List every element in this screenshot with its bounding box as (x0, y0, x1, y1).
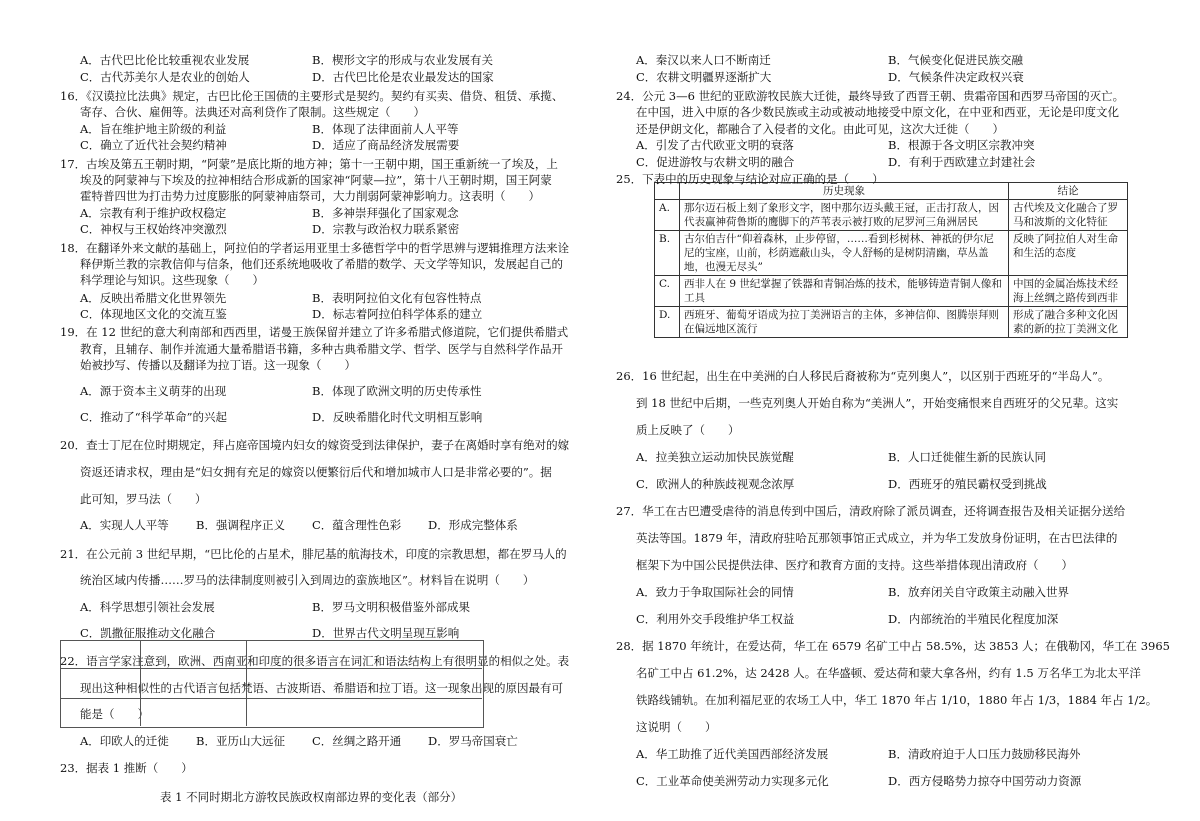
answer-option: B．根源于各文明区宗教冲突 (888, 138, 1035, 152)
answer-option: C．利用外交手段维护华工权益 (636, 612, 795, 626)
question-text-line: 霍特普四世为打击势力过度膨胀的阿蒙神庙祭司，大力削弱阿蒙神影响力。这表明（ ） (80, 189, 540, 203)
answer-option: C．确立了近代社会契约精神 (80, 138, 227, 152)
answer-option: D．标志着阿拉伯科学体系的建立 (312, 307, 483, 321)
question-text-line: 还是伊朗文化，都融合了入侵者的文化。由此可见，这次大迁徙（ ） (636, 122, 1004, 136)
question-text-line: 始被抄写、传播以及翻译为拉丁语。这一现象（ ） (80, 358, 356, 372)
answer-option: D．适应了商品经济发展需要 (312, 138, 460, 152)
question-text-line: 17．古埃及第五王朝时期，“阿蒙”是底比斯的地方神；第十一王朝中期，国王重新统一了埃及，上 (60, 157, 558, 171)
answer-option: C．体现地区文化的交流互鉴 (80, 307, 227, 321)
answer-option: A．华工助推了近代美国西部经济发展 (636, 747, 829, 761)
answer-option: D．内部统治的半殖民化程度加深 (888, 612, 1059, 626)
question-text-line: 现出这种相似性的古代语言包括梵语、古波斯语、希腊语和拉丁语。这一现象出现的原因最有可 (80, 681, 563, 695)
row-conclusion: 反映了阿拉伯人对生命和生活的态度 (1009, 231, 1128, 276)
row-conclusion: 中国的金属冶炼技术经海上丝绸之路传到西非 (1009, 276, 1128, 307)
question-text-line: 此可知，罗马法（ ） (80, 492, 207, 506)
answer-option: A．印欧人的迁徙 (80, 734, 169, 748)
answer-option: D．罗马帝国衰亡 (428, 734, 518, 748)
answer-option: B．清政府迫于人口压力鼓励移民海外 (888, 747, 1081, 761)
answer-option: C．凯撒征服推动文化融合 (80, 626, 216, 640)
question-text-line: 教育，且辅存、制作并流通大量希腊语书籍，多种古典希腊文学、哲学、医学与自然科学作品开 (80, 342, 563, 356)
answer-option: B．表明阿拉伯文化有包容性特点 (312, 291, 482, 305)
question-text-line: 23．据表 1 推断（ ） (60, 761, 193, 775)
table-row (655, 231, 1128, 276)
answer-option: B．体现了法律面前人人平等 (312, 122, 459, 136)
answer-option: B．体现了欧洲文明的历史传承性 (312, 384, 482, 398)
row-key: A. (655, 200, 680, 231)
answer-option: B．多神崇拜强化了国家观念 (312, 206, 459, 220)
question-text-line: 英法等国。1879 年，清政府驻哈瓦那领事馆正式成立，并为华工发放身份证明，在古巴法律的 (636, 531, 1118, 545)
answer-option: A．实现人人平等 (80, 518, 169, 532)
answer-option: B．人口迁徙催生新的民族认同 (888, 450, 1046, 464)
answer-option: C．古代苏美尔人是农业的创始人 (80, 70, 250, 84)
question-text-line: 25．下表中的历史现象与结论对应正确的是（ ） (616, 172, 884, 186)
row-phenomenon: 西非人在 9 世纪掌握了铁器和青铜冶炼的技术，能够铸造青铜人像和工具 (680, 276, 1009, 307)
answer-option: A．源于资本主义萌芽的出现 (80, 384, 227, 398)
row-conclusion: 古代埃及文化融合了罗马和波斯的文化特征 (1009, 200, 1128, 231)
question-text-line: 质上反映了（ ） (636, 423, 740, 437)
question-text-line: 24．公元 3—6 世纪的亚欧游牧民族大迁徙，最终导致了西晋王朝、贵霜帝国和西罗马帝国的灭亡。 (616, 89, 1125, 103)
question-text-line: 寄存、合伙、雇佣等。法典还对高利贷作了限制。这些规定（ ） (80, 105, 425, 119)
answer-option: D．有利于西欧建立封建社会 (888, 155, 1036, 169)
row-key: B. (655, 231, 680, 276)
answer-option: B．气候变化促进民族交融 (888, 53, 1023, 67)
answer-option: D．反映希腊化时代文明相互影响 (312, 410, 483, 424)
question-text-line: 名矿工中占 61.2%，达 2428 人。在华盛顿、爱达荷和蒙大拿各州，约有 1.5 万名华工为北太平洋 (636, 666, 1141, 680)
answer-option: A．拉美独立运动加快民族觉醒 (636, 450, 794, 464)
question-text-line: 21．在公元前 3 世纪早期，“巴比伦的占星术，腓尼基的航海技术，印度的宗教思想，都在罗马人的 (60, 547, 567, 561)
answer-option: C．蕴含理性色彩 (312, 518, 402, 532)
question-text-line: 埃及的阿蒙神与下埃及的拉神相结合形成新的国家神“阿蒙—拉”，第十八王朝时期，国王阿蒙 (80, 173, 552, 187)
question-text-line: 这说明（ ） (636, 720, 717, 734)
table-q25 (654, 182, 1128, 338)
table-header-conclusion: 结论 (1009, 183, 1128, 200)
answer-option: C．工业革命使美洲劳动力实现多元化 (636, 774, 829, 788)
question-text-line: 释伊斯兰教的宗教信仰与信条，他们还系统地吸收了希腊的数学、天文学等知识，发展起自己的 (80, 257, 563, 271)
row-key: D. (655, 307, 680, 338)
question-text-line: 科学理论与知识。这些现象（ ） (80, 273, 264, 287)
answer-option: B．亚历山大远征 (196, 734, 285, 748)
answer-option: C．丝绸之路开通 (312, 734, 402, 748)
question-text-line: 22．语言学家注意到，欧洲、西南亚和印度的很多语言在词汇和语法结构上有很明显的相似之处。表 (60, 654, 570, 668)
row-key: C. (655, 276, 680, 307)
answer-option: D．气候条件决定政权兴衰 (888, 70, 1024, 84)
answer-option: A．宗教有利于维护政权稳定 (80, 206, 227, 220)
question-text-line: 20．查士丁尼在位时期规定，拜占庭帝国境内妇女的嫁资受到法律保护，妻子在离婚时享有绝对的嫁 (60, 438, 570, 452)
question-text-line: 到 18 世纪中后期，一些克列奥人开始自称为“美洲人”，开始变痛恨来自西班牙的父兄辈。这实 (636, 396, 1119, 410)
answer-option: A．致力于争取国际社会的同情 (636, 585, 794, 599)
question-text-line: 26．16 世纪起，出生在中美洲的白人移民后裔被称为“克列奥人”，以区别于西班牙的“半岛人”。 (616, 369, 1110, 383)
answer-option: B．放弃闭关自守政策主动融入世界 (888, 585, 1069, 599)
answer-option: A．反映出希腊文化世界领先 (80, 291, 227, 305)
table-header-phenomenon: 历史现象 (680, 183, 1009, 200)
answer-option: D．宗教与政治权力联系紧密 (312, 222, 460, 236)
question-text-line: 18．在翻译外来文献的基础上，阿拉伯的学者运用亚里士多德哲学中的哲学思辨与逻辑推理方法来诠 (60, 241, 570, 255)
answer-option: C．农耕文明疆界逐渐扩大 (636, 70, 772, 84)
answer-option: D．世界古代文明呈现互影响 (312, 626, 460, 640)
answer-option: C．欧洲人的种族歧视观念浓厚 (636, 477, 795, 491)
answer-option: D．形成完整体系 (428, 518, 518, 532)
answer-option: D．西方侵略势力掠夺中国劳动力资源 (888, 774, 1082, 788)
question-text-line: 27．华工在古巴遭受虐待的消息传到中国后，清政府除了派员调查，还将调查报告及相关证据分送给 (616, 504, 1126, 518)
answer-option: B．罗马文明积极借鉴外部成果 (312, 600, 470, 614)
question-text-line: 铁路线铺轨。在加利福尼亚的农场工人中，华工 1870 年占 1/10，1880 年占 1/3，1884 年占 1/2。 (636, 693, 1158, 707)
question-text-line: 表 1 不同时期北方游牧民族政权南部边界的变化表（部分） (160, 790, 463, 804)
row-phenomenon: 古尔伯吉什“仰着森林，止步停留，……看到杉树林、神祇的伊尔尼尼的宝座，山前，杉荫遮蔽山头，令人舒畅的是树阴清幽，草丛盖地，也漫无尽头” (680, 231, 1009, 276)
answer-option: C．促进游牧与农耕文明的融合 (636, 155, 795, 169)
answer-option: A．引发了古代欧亚文明的衰落 (636, 138, 794, 152)
question-text-line: 在中国，进入中原的各少数民族或主动或被动地接受中原文化，在中亚和西亚，无论是印度文化 (636, 105, 1119, 119)
question-text-line: 19．在 12 世纪的意大利南部和西西里，诺曼王族保留并建立了许多希腊式修道院，它们提供希腊式 (60, 325, 569, 339)
answer-option: C．神权与王权始终冲突激烈 (80, 222, 227, 236)
table-row (655, 200, 1128, 231)
answer-option: A．科学思想引领社会发展 (80, 600, 215, 614)
row-phenomenon: 西班牙、葡萄牙语成为拉丁美洲语言的主体，多神信仰、图腾崇拜则在偏远地区流行 (680, 307, 1009, 338)
question-text-line: 框架下为中国公民提供法律、医疗和教育方面的支持。这些举措体现出清政府（ ） (636, 558, 1073, 572)
answer-option: A．古代巴比伦比较重视农业发展 (80, 53, 250, 67)
answer-option: C．推动了“科学革命”的兴起 (80, 410, 228, 424)
question-text-line: 资返还请求权，理由是“妇女拥有充足的嫁资以便繁衍后代和增加城市人口是非常必要的”。据 (80, 465, 552, 479)
row-conclusion: 形成了融合多种文化因素的新的拉丁美洲文化 (1009, 307, 1128, 338)
question-text-line: 16．《汉谟拉比法典》规定，古巴比伦王国债的主要形式是契约。契约有买卖、借贷、租赁、承揽、 (60, 89, 564, 103)
answer-option: B．楔形文字的形成与农业发展有关 (312, 53, 493, 67)
answer-option: A．旨在维护地主阶级的利益 (80, 122, 227, 136)
answer-option: B．强调程序正义 (196, 518, 285, 532)
table-row (655, 307, 1128, 338)
answer-option: D．古代巴比伦是农业最发达的国家 (312, 70, 494, 84)
question-text-line: 28．据 1870 年统计，在爱达荷，华工在 6579 名矿工中占 58.5%，达 3853 人；在俄勒冈，华工在 3965 (616, 639, 1170, 653)
question-text-line: 能是（ ） (80, 707, 149, 721)
question-text-line: 统治区域内传播……罗马的法律制度则被引入到周边的蛮族地区”。材料旨在说明（ ） (80, 573, 535, 587)
row-phenomenon: 那尔迈石板上刻了象形文字，图中那尔迈头戴王冠，正击打敌人，因代表赢神荷鲁斯的鹰脚下的芦苇表示被打败的尼罗河三角洲居民 (680, 200, 1009, 231)
answer-option: D．西班牙的殖民霸权受到挑战 (888, 477, 1047, 491)
answer-option: A．秦汉以来人口不断南迁 (636, 53, 771, 67)
table-row (655, 276, 1128, 307)
